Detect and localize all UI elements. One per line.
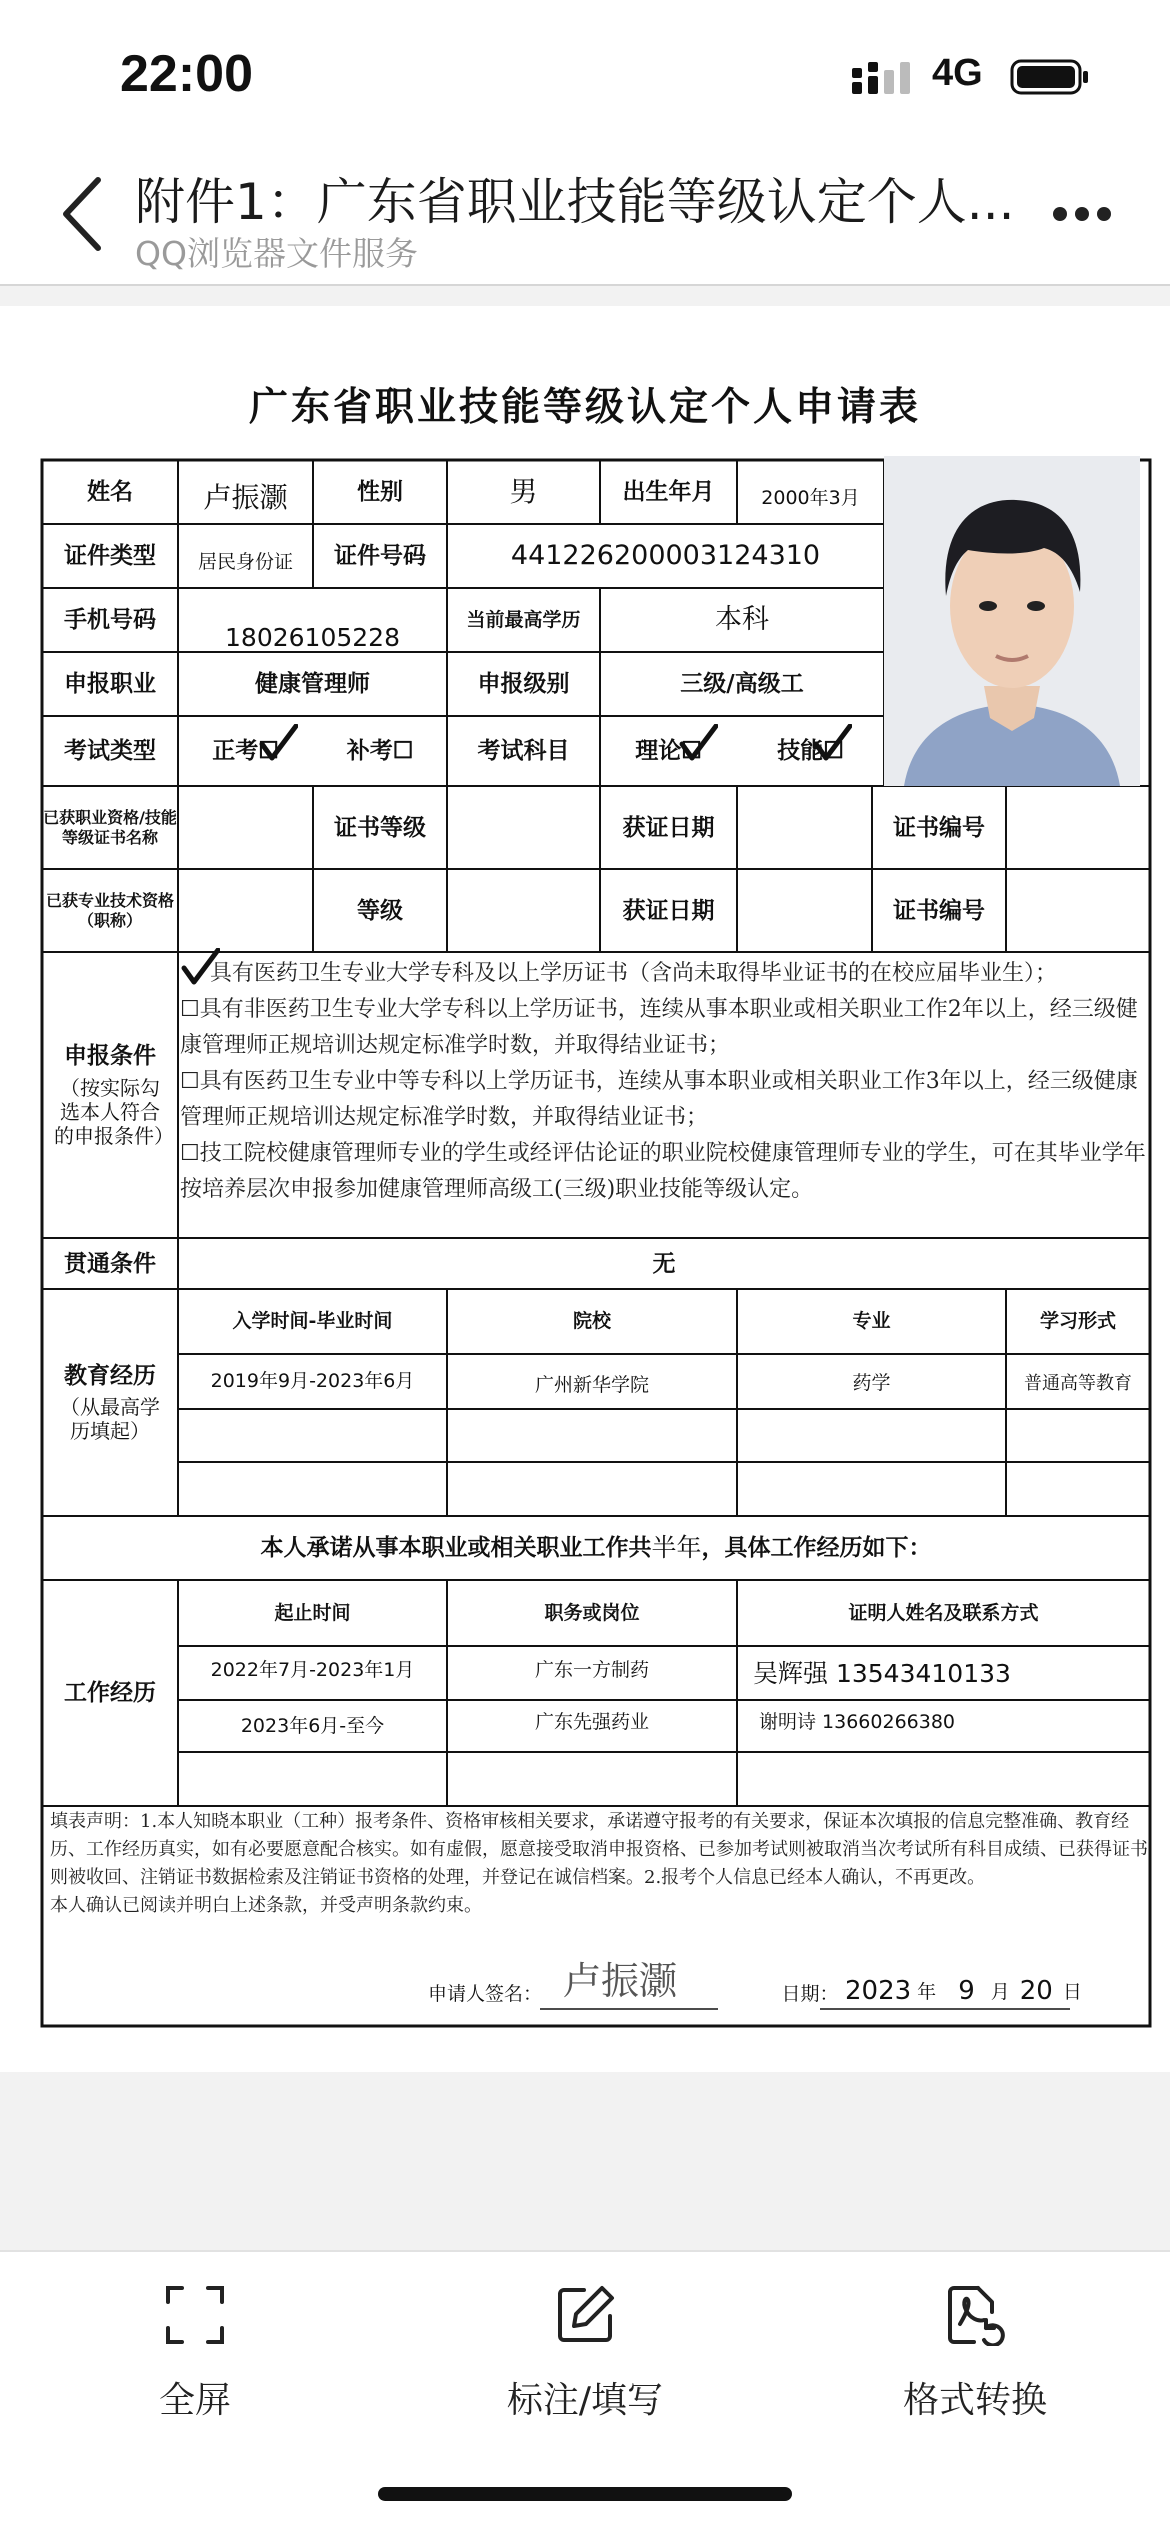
label-obtained-qualification: 已获职业资格/技能等级证书名称	[43, 808, 177, 847]
label-cert-date: 获证日期	[622, 813, 715, 841]
edit-icon	[554, 2284, 616, 2346]
label-level: 申报级别	[477, 670, 570, 698]
fullscreen-label: 全屏	[158, 2380, 231, 2421]
work-row-period: 2023年6月-至今	[240, 1714, 385, 1737]
status-bar	[0, 0, 1170, 140]
label-name: 姓名	[87, 478, 133, 506]
label-obtained-technical: 已获专业技术资格（职称）	[45, 891, 174, 930]
convert-label: 格式转换	[902, 2380, 1047, 2421]
edu-row-period: 2019年9月-2023年6月	[210, 1370, 415, 1393]
label-id-number: 证件号码	[334, 542, 426, 570]
label-id-type: 证件类型	[64, 542, 156, 570]
work-row-referee: 谢明诗 13660266380	[759, 1710, 956, 1733]
document-title: 附件1：广东省职业技能等级认定个人...	[135, 173, 1015, 231]
value-name: 卢振灏	[203, 481, 288, 515]
battery-icon	[1010, 58, 1090, 96]
label-birth: 出生年月	[622, 478, 715, 506]
convert-button[interactable]	[855, 2284, 1095, 2423]
form-title: 广东省职业技能等级认定个人申请表	[248, 384, 921, 430]
work-row-period: 2022年7月-2023年1月	[210, 1658, 415, 1681]
condition-item: ☐技工院校健康管理师专业的学生或经评估论证的职业院校健康管理师专业的学生，可在其毕业学年按培养层次申报参加健康管理师高级工(三级)职业技能等级认定。	[180, 1141, 1146, 1202]
value-birth: 2000年3月	[761, 486, 860, 509]
edu-header-major: 专业	[852, 1310, 891, 1333]
work-statement-prefix: 本人承诺从事本职业或相关职业工作共	[260, 1534, 652, 1562]
work-header-position: 职务或岗位	[544, 1601, 640, 1624]
portrait-image	[884, 456, 1140, 786]
value-level: 三级/高级工	[680, 670, 804, 698]
conditions-label-block	[42, 952, 178, 1238]
edu-header-school: 院校	[572, 1310, 611, 1333]
checkmark-icon	[678, 724, 718, 764]
work-statement-suffix: ，具体工作经历如下：	[701, 1534, 932, 1562]
status-time: 22:00	[120, 45, 253, 103]
checkmark-icon	[812, 724, 852, 764]
signal-icon	[852, 60, 914, 96]
label-signature: 申请人签名：	[427, 1982, 542, 2005]
value-exam-makeup: 补考☐	[346, 737, 414, 765]
declaration-text: 填表声明：1.本人知晓本职业（工种）报考条件、资格审核相关要求，承诺遵守报考的有关要求，保证本次填报的信息完整准确、教育经历、工作经历真实，如有必要愿意配合核实。如有虚假，愿意接受取消申报资格、已参加考试则被取消当次考试所有科目成绩、已获得证书则被收回、注销证书数据检索及注销证书资格的处理，并登记在诚信档案。2.报考个人信息已经本人确认，不再更改。	[50, 1811, 1148, 1888]
label-exam-subject: 考试科目	[477, 737, 570, 765]
education-label-block	[42, 1289, 178, 1516]
conditions-note: （按实际勾选本人符合的申报条件）	[54, 1075, 174, 1148]
condition-item: ☐具有医药卫生专业中等专科以上学历证书，连续从事本职业或相关职业工作3年以上，经三级健康管理师正规培训达规定标准学时数，并取得结业证书；	[180, 1069, 1138, 1130]
value-subject-theory: 理论☐	[635, 737, 702, 765]
work-header-referee: 证明人姓名及联系方式	[848, 1601, 1039, 1624]
work-row-referee: 吴辉强 13543410133	[753, 1659, 1011, 1688]
more-icon[interactable]	[1052, 206, 1112, 222]
value-id-number: 441226200003124310	[510, 539, 821, 571]
label-date: 日期：	[781, 1982, 839, 2005]
label-cert-number: 证书编号	[893, 813, 985, 841]
label-education: 当前最高学历	[466, 608, 581, 631]
label-through: 贯通条件	[64, 1249, 156, 1277]
edu-header-period: 入学时间-毕业时间	[232, 1310, 393, 1333]
declaration-confirm: 本人确认已阅读并明白上述条款，并受声明条款约束。	[50, 1895, 482, 1916]
signature-value: 卢振灏	[562, 1959, 677, 2004]
checkmark-icon	[258, 724, 298, 764]
value-through: 无	[652, 1249, 676, 1277]
fullscreen-icon	[164, 2284, 226, 2346]
fullscreen-button[interactable]	[75, 2284, 315, 2423]
home-indicator[interactable]	[378, 2487, 792, 2501]
work-header-period: 起止时间	[274, 1601, 351, 1624]
label-cert-level: 证书等级	[334, 813, 426, 841]
applicant-photo	[884, 456, 1140, 786]
label-occupation: 申报职业	[64, 670, 156, 698]
label-exam-type: 考试类型	[64, 737, 156, 765]
value-id-type: 居民身份证	[197, 550, 293, 573]
label-phone: 手机号码	[64, 606, 156, 634]
edu-row-major: 药学	[852, 1372, 891, 1395]
conditions-list	[180, 956, 1150, 1208]
value-education: 本科	[715, 603, 769, 635]
value-subject-skill: 技能☐	[777, 737, 844, 765]
work-statement-amount: 半年	[651, 1533, 702, 1562]
label-conditions: 申报条件	[64, 1042, 156, 1070]
document-page	[0, 306, 1170, 2072]
value-occupation: 健康管理师	[255, 670, 370, 698]
work-row-position: 广东一方制药	[534, 1658, 649, 1681]
annotate-button[interactable]	[465, 2284, 705, 2423]
label-cert-number-2: 证书编号	[893, 896, 985, 924]
value-exam-regular: 正考☐	[212, 737, 279, 765]
date-day: 20	[1019, 1976, 1053, 2007]
edu-row-school: 广州新华学院	[534, 1374, 649, 1397]
education-note: （从最高学历填起）	[60, 1395, 160, 1444]
date-year-unit: 年	[917, 1980, 937, 2003]
annotate-label: 标注/填写	[506, 2380, 664, 2421]
label-cert-date-2: 获证日期	[622, 896, 715, 924]
value-gender: 男	[509, 475, 538, 509]
work-statement	[42, 1516, 1150, 1580]
label-work-history: 工作经历	[64, 1679, 156, 1707]
date-value	[845, 1974, 1085, 2010]
network-type: 4G	[932, 52, 983, 94]
date-day-unit: 日	[1062, 1980, 1082, 2003]
pdf-convert-icon	[944, 2284, 1006, 2346]
date-month-unit: 月	[990, 1980, 1010, 2003]
back-chevron-icon[interactable]	[58, 174, 108, 254]
declaration	[50, 1808, 1150, 1920]
date-month: 9	[958, 1976, 975, 2007]
value-phone: 18026105228	[225, 623, 400, 652]
edu-row-form: 普通高等教育	[1024, 1372, 1132, 1394]
condition-item: ☐具有非医药卫生专业大学专科以上学历证书，连续从事本职业或相关职业工作2年以上，经三级健康管理师正规培训达规定标准学时数，并取得结业证书；	[180, 997, 1138, 1058]
work-row-position: 广东先强药业	[534, 1710, 649, 1733]
condition-item: 具有医药卫生专业大学专科及以上学历证书（含尚未取得毕业证书的在校应届毕业生）；	[210, 961, 1058, 986]
document-source: QQ浏览器文件服务	[135, 234, 418, 273]
edu-header-form: 学习形式	[1039, 1310, 1116, 1333]
label-grade: 等级	[357, 896, 403, 924]
date-year: 2023	[845, 1976, 912, 2007]
label-gender: 性别	[357, 478, 403, 506]
label-education-history: 教育经历	[64, 1361, 156, 1389]
nav-bar	[0, 140, 1170, 286]
